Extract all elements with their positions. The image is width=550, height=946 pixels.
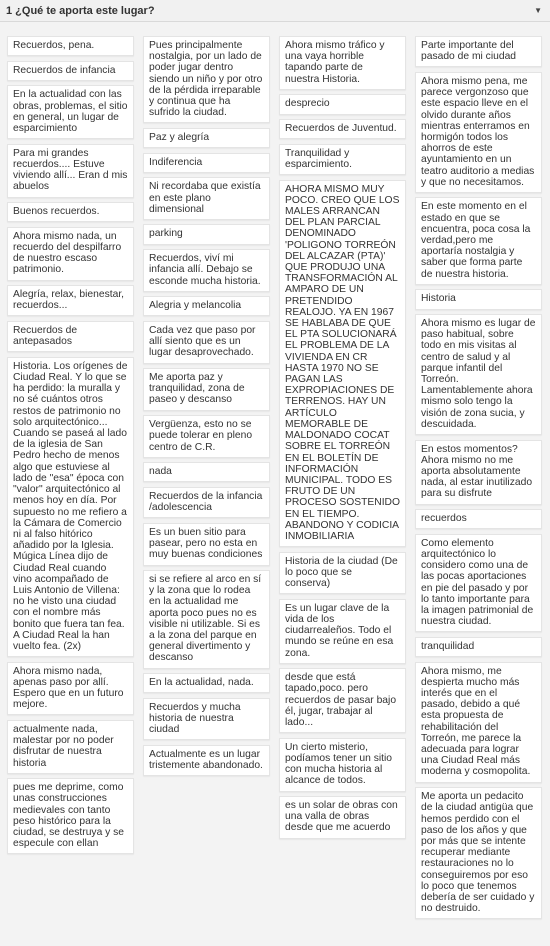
answers-column-3 [279,36,406,946]
answer-card: En la actualidad, nada. [143,673,270,693]
answer-card: Buenos recuerdos. [7,202,134,222]
answer-card: Ahora mismo pena, me parece vergonzoso que este espacio lleve en el olvido durante años mientras enterramos en hormigón todos los ahorros de este ayuntamiento en un teatro auditorio a medias y que no necesitamos. [415,72,542,193]
answer-card: desde que está tapado,poco. pero recuerdos de pasar bajo él, jugar, trabajar al lado... [279,668,406,733]
answer-card: tranquilidad [415,637,542,657]
question-title: 1 ¿Qué te aporta este lugar? [6,4,155,17]
collapse-toggle-icon[interactable]: ▼ [534,6,542,15]
answer-card: AHORA MISMO MUY POCO. CREO QUE LOS MALES ARRANCAN DEL PLAN PARCIAL DENOMINADO 'POLIGONO TORREÓN DEL ALCAZAR (PTA)' QUE PRODUJO UNA TRANSFORMACIÓN AL AMPARO DE UN PRETENDIDO REALOJO. YA EN 1967 SE HABLABA DE QUE EL PTA SOLUCIONARÁ EL PROBLEMA DE LA VIVIENDA EN CR HASTA 1970 NO SE PAGAN LAS EXPROPIACIONES DE TERRENOS. HAY UN ARTÍCULO MEMORABLE DE MALDONADO COCAT SOBRE EL TORREÓN EN EL BOLETÍN DE INFORMACIÓN MUNICIPAL. TODO ES FRUTO DE UN PROCESO SOSTENIDO EN EL TIEMPO. ABANDONO Y CODICIA INMOBILIARIA [279,180,406,548]
answer-card: Vergüenza, esto no se puede tolerar en pleno centro de C.R. [143,415,270,458]
answers-column-4 [415,36,542,946]
answer-card: parking [143,224,270,244]
answer-card: Ahora mismo es lugar de paso habitual, sobre todo en mis visitas al centro de salud y al parque infantil del Torreón. Lamentablemente ahora mismo solo tengo la visión de zona sucia, y descuidada. [415,314,542,435]
answers-column-1 [7,36,134,946]
answer-card: Historia [415,289,542,309]
answer-card: Un cierto misterio, podíamos tener un sitio con mucha historia al alcance de todos. [279,738,406,792]
answer-card: Ahora mismo tráfico y una vaya horrible tapando parte de nuestra Historia. [279,36,406,90]
answer-card: Ni recordaba que existía en este plano dimensional [143,177,270,220]
answer-card: En la actualidad con las obras, problemas, el sitio en general, un lugar de esparcimiento [7,85,134,139]
answer-card: Historia. Los orígenes de Ciudad Real. Y lo que se ha perdido: la muralla y no sé cuántos otros restos de patrimonio no solo arquitectónico... Cuando se paseá al lado de la iglesia de San Pedro hecho de menos algo que estuviese al lado de "esa" época con "valor" arquitectónico al menos hoy en día. Por supuesto no me refiero a la Cámara de Comercio ni al falso hitórico añadido por la Iglesia. Múgica Línea dijo de Ciudad Real cuando vino acompañado de Luis Antonio de Villena: no he visto una ciudad con el nombre más bonito que fuera tan fea. A Ciudad Real la han vuelto fea. (2x) [7,357,134,657]
answer-card: Recuerdos de antepasados [7,321,134,352]
answer-card: Actualmente es un lugar tristemente abandonado. [143,745,270,776]
answer-card: nada [143,462,270,482]
answer-card: Alegría, relax, bienestar, recuerdos... [7,285,134,316]
answer-card: Recuerdos, viví mi infancia allí. Debajo se esconde mucha historia. [143,249,270,292]
answer-card: Es un buen sitio para pasear, pero no esta en muy buenas condiciones [143,523,270,566]
answer-card: desprecio [279,94,406,114]
answer-card: Es un lugar clave de la vida de los ciudarrealeños. Todo el mundo se reúne en esa zona. [279,599,406,664]
answer-card: actualmente nada, malestar por no poder disfrutar de nuestra historia [7,720,134,774]
answer-card: Recuerdos de infancia [7,61,134,81]
answers-board [0,22,550,946]
answer-card: es un solar de obras con una valla de obras desde que me acuerdo [279,796,406,839]
answer-card: Para mi grandes recuerdos.... Estuve viviendo allí... Eran d mis abuelos [7,144,134,198]
answer-card: Me aporta un pedacito de la ciudad antigüa que hemos perdido con el paso de los años y que por más que se intente recuperar mediante restauraciones no lo conseguiremos por eso lo poco que tenemos debería de ser cuidado y no destruido. [415,787,542,919]
answer-card: si se refiere al arco en sí y la zona que lo rodea en la actualidad me aporta poco pues no es visible ni utilizable. Si es a la zona del parque en general divertimento y descanso [143,570,270,669]
answer-card: Paz y alegría [143,128,270,148]
answer-card: Alegria y melancolia [143,296,270,316]
answer-card: Recuerdos de Juventud. [279,119,406,139]
answer-card: Cada vez que paso por allí siento que es un lugar desaprovechado. [143,321,270,364]
answer-card: Recuerdos de la infancia /adolescencia [143,487,270,518]
answer-card: Recuerdos y mucha historia de nuestra ciudad [143,698,270,741]
answer-card: pues me deprime, como unas construcciones medievales con tanto peso histórico para la ciudad, se destruya y se especule con ellan [7,778,134,854]
answer-card: Como elemento arquitectónico lo considero como una de las pocas aportaciones en pie del pasado y por lo tanto importante para la imagen patrimonial de nuestra ciudad. [415,534,542,633]
answer-card: Me aporta paz y tranquilidad, zona de paseo y descanso [143,368,270,411]
answer-card: En este momento en el estado en que se encuentra, poca cosa la verdad,pero me aportaría nostalgia y saber que forma parte de nuestra historia. [415,197,542,284]
answer-card: Ahora mismo nada, apenas paso por allí. Espero que en un futuro mejore. [7,662,134,716]
answer-card: Tranquilidad y esparcimiento. [279,144,406,175]
answer-card: Pues principalmente nostalgia, por un lado de poder jugar dentro siendo un niño y por otro de la pérdida irreparable y continua que ha sufrido la ciudad. [143,36,270,123]
answer-card: Recuerdos, pena. [7,36,134,56]
answer-card: Ahora mismo, me despierta mucho más interés que en el pasado, debido a qué esta propuesta de rehabilitación del Torreón, me parece la adecuada para lograr una Ciudad Real más moderna y cosmopolita. [415,662,542,783]
answers-column-2 [143,36,270,946]
answer-card: Indiferencia [143,153,270,173]
answer-card: Parte importante del pasado de mi ciudad [415,36,542,67]
answer-card: recuerdos [415,509,542,529]
answer-card: En estos momentos? Ahora mismo no me aporta absolutamente nada, al estar inutilizado para su disfrute [415,440,542,505]
answer-card: Historia de la ciudad (De lo poco que se conserva) [279,552,406,595]
answer-card: Ahora mismo nada, un recuerdo del despilfarro de nuestro escaso patrimonio. [7,227,134,281]
question-header[interactable] [0,0,550,22]
